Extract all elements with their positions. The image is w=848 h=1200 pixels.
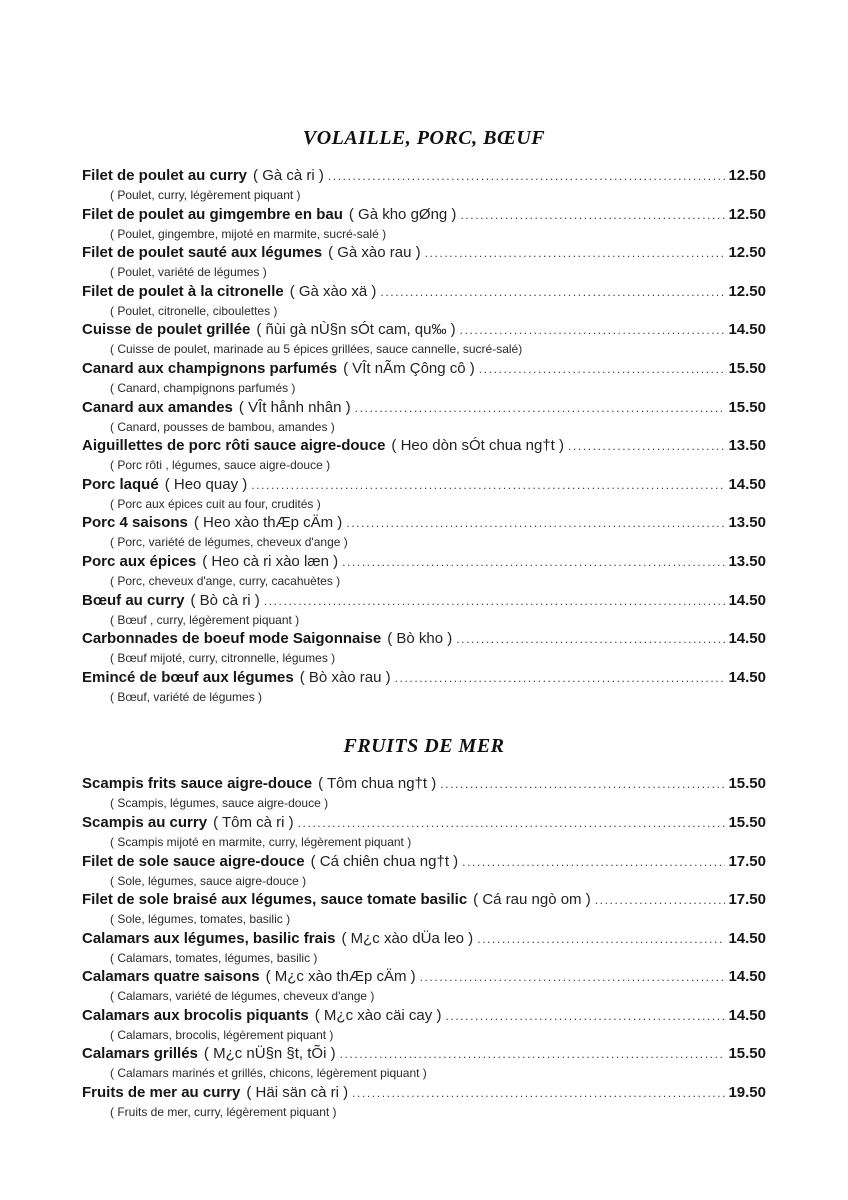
menu-item-row [82,890,766,910]
menu-item-row [82,852,766,872]
item-name-vietnamese: ( Heo quay ) [164,475,248,493]
item-name-vietnamese: ( Cá rau ngò om ) [473,891,591,909]
menu-item-row [82,513,766,533]
item-description: ( Poulet, curry, légèrement piquant ) [110,188,301,202]
menu-item [82,282,766,321]
menu-item [82,668,766,707]
item-name: Bœuf au curry [82,591,185,609]
item-name: Filet de sole sauce aigre-douce [82,852,305,870]
item-description: ( Bœuf mijoté, curry, citronnelle, légumes ) [110,651,336,666]
dot-leader [264,591,726,611]
menu-item-row [82,475,766,495]
menu-item [82,359,766,398]
dot-leader [355,398,726,418]
item-name-vietnamese: ( Gà cà ri ) [253,167,324,184]
menu-item-row [82,1006,766,1026]
item-name-vietnamese: ( Heo cà ri xào læn ) [202,552,339,570]
item-description: ( Porc rôti , légumes, sauce aigre-douce ) [110,458,331,473]
item-description: ( Calamars marinés et grillés, chicons, légèrement piquant ) [110,1066,427,1081]
item-price: 14.50 [728,1006,766,1024]
item-name: Calamars aux brocolis piquants [82,1006,309,1024]
menu-section [82,734,766,1121]
item-name: Calamars aux légumes, basilic frais [82,929,336,947]
item-price: 12.50 [728,282,766,300]
item-name-vietnamese: ( M¿c nÜ§n §t, tÕi ) [203,1045,336,1063]
dot-leader [445,1006,725,1026]
item-description: ( Sole, légumes, tomates, basilic ) [110,912,291,927]
item-price: 17.50 [728,852,766,870]
menu-section [82,126,766,706]
item-price: 15.50 [728,775,766,793]
menu-item-row [82,629,766,649]
item-description: ( Scampis, légumes, sauce aigre-douce ) [110,796,329,811]
menu-item-row [82,282,766,302]
item-price: 12.50 [728,205,766,223]
item-name: Fruits de mer au curry [82,1084,241,1102]
item-name: Scampis au curry [82,813,208,831]
item-description: ( Sole, légumes, sauce aigre-douce ) [110,873,307,888]
item-name-vietnamese: ( Bò kho ) [387,630,453,648]
item-name: Carbonnades de boeuf mode Saigonnaise [82,630,382,648]
item-name: Filet de poulet à la citronelle [82,282,284,300]
item-name: Calamars grillés [82,1045,198,1063]
item-description: ( Fruits de mer, curry, légèrement piquant ) [110,1105,337,1120]
menu-item-row [82,967,766,987]
item-price: 19.50 [728,1084,766,1102]
dot-leader [395,668,726,688]
menu-item-row [82,774,766,794]
item-name: Porc aux épices [82,552,197,570]
dot-leader [425,243,726,263]
dot-leader [380,282,725,302]
item-name: Calamars quatre saisons [82,968,260,986]
dot-leader [456,629,725,649]
item-description: ( Cuisse de poulet, marinade au 5 épices grillées, sauce cannelle, sucré-salé) [110,342,523,357]
item-name: Porc 4 saisons [82,514,188,532]
item-price: 14.50 [728,968,766,986]
item-price: 14.50 [728,475,766,493]
menu-item-row [82,668,766,688]
menu-item [82,1006,766,1045]
item-name-vietnamese: ( M¿c xào dÜa leo ) [341,929,474,947]
menu-item [82,591,766,630]
item-description: ( Scampis mijoté en marmite, curry, légèrement piquant ) [110,834,412,849]
item-name: Aiguillettes de porc rôti sauce aigre-douce [82,437,386,455]
item-description: ( Bœuf , curry, légèrement piquant ) [110,612,300,627]
dot-leader [346,513,725,533]
menu-page [82,126,766,1122]
dot-leader [440,774,725,794]
item-description: ( Poulet, citronelle, ciboulettes ) [110,303,278,318]
item-description: ( Porc, cheveux d'ange, curry, cacahuètes ) [110,573,341,588]
item-price: 14.50 [728,668,766,686]
dot-leader [328,166,726,186]
item-name: Emincé de bœuf aux légumes [82,668,294,686]
dot-leader [352,1083,725,1103]
dot-leader [460,205,725,225]
menu-item [82,243,766,282]
item-name-vietnamese: ( Häi sän cà ri ) [246,1084,349,1102]
menu-item-row [82,205,766,225]
item-name-vietnamese: ( VÎt nÃm Çông cô ) [343,359,475,377]
menu-item-row [82,166,766,186]
dot-leader [462,852,725,872]
menu-item-row [82,1083,766,1103]
menu-item-row [82,813,766,833]
item-price: 14.50 [728,321,766,339]
item-price: 12.50 [728,244,766,262]
menu-item [82,320,766,359]
section-title: FRUITS DE MER [343,735,505,758]
section-title: VOLAILLE, PORC, BŒUF [302,127,546,149]
item-name-vietnamese: ( Heo dòn sÓt chua ng†t ) [391,437,565,455]
item-price: 12.50 [728,167,766,184]
item-price: 13.50 [728,514,766,532]
item-name-vietnamese: ( Cá chiên chua ng†t ) [310,852,459,870]
menu-item [82,1044,766,1083]
item-name-vietnamese: ( ñùi gà nÙ§n sÓt cam, qu‰ ) [256,321,456,339]
menu-item [82,398,766,437]
item-price: 13.50 [728,437,766,455]
menu-item [82,205,766,244]
item-name: Porc laqué [82,475,159,493]
item-price: 15.50 [728,1045,766,1063]
item-description: ( Poulet, gingembre, mijoté en marmite, sucré-salé ) [110,226,387,241]
item-name: Filet de poulet au curry [82,167,248,184]
dot-leader [568,436,725,456]
item-name-vietnamese: ( Bò cà ri ) [190,591,260,609]
dot-leader [477,929,725,949]
item-name-vietnamese: ( Gà kho gØng ) [348,205,457,223]
dot-leader [298,813,726,833]
item-name-vietnamese: ( Heo xào thÆp cÄm ) [193,514,343,532]
menu-item-row [82,591,766,611]
menu-item [82,436,766,475]
item-price: 17.50 [728,891,766,909]
menu-item-row [82,359,766,379]
item-price: 15.50 [728,359,766,377]
menu-item [82,552,766,591]
item-name-vietnamese: ( Gà xào xä ) [289,282,377,300]
item-name: Filet de sole braisé aux légumes, sauce tomate basilic [82,891,468,909]
item-name-vietnamese: ( VÎt hånh nhân ) [238,398,351,416]
item-name: Filet de poulet sauté aux légumes [82,244,323,262]
menu-item [82,166,766,205]
menu-item-row [82,243,766,263]
item-name: Canard aux champignons parfumés [82,359,338,377]
item-description: ( Porc, variété de légumes, cheveux d'ange ) [110,535,348,550]
item-name: Filet de poulet au gimgembre en bau [82,205,343,223]
dot-leader [251,475,725,495]
menu-item-row [82,320,766,340]
item-description: ( Bœuf, variété de légumes ) [110,689,263,704]
item-price: 14.50 [728,630,766,648]
dot-leader [479,359,726,379]
item-description: ( Canard, pousses de bambou, amandes ) [110,419,335,434]
dot-leader [342,552,725,572]
item-name-vietnamese: ( M¿c xào cäi cay ) [314,1006,442,1024]
menu-item-row [82,398,766,418]
item-name-vietnamese: ( Bò xào rau ) [299,668,391,686]
item-name: Cuisse de poulet grillée [82,321,251,339]
menu-item-row [82,929,766,949]
dot-leader [595,890,726,910]
item-name-vietnamese: ( M¿c xào thÆp cÄm ) [265,968,416,986]
item-description: ( Calamars, brocolis, légèrement piquant ) [110,1027,334,1042]
item-price: 14.50 [728,591,766,609]
menu-item [82,513,766,552]
item-price: 15.50 [728,398,766,416]
item-name-vietnamese: ( Tôm cà ri ) [213,813,294,831]
item-description: ( Poulet, variété de légumes ) [110,265,267,280]
item-price: 13.50 [728,552,766,570]
menu-item-row [82,1044,766,1064]
menu-item [82,929,766,968]
item-name: Canard aux amandes [82,398,233,416]
item-description: ( Canard, champignons parfumés ) [110,380,296,395]
menu-item-row [82,436,766,456]
menu-item [82,967,766,1006]
item-description: ( Porc aux épices cuit au four, crudités ) [110,496,321,511]
dot-leader [420,967,726,987]
menu-item-row [82,552,766,572]
item-name-vietnamese: ( Gà xào rau ) [328,244,421,262]
item-description: ( Calamars, variété de légumes, cheveux d'ange ) [110,989,375,1004]
menu-item [82,813,766,852]
item-name: Scampis frits sauce aigre-douce [82,775,313,793]
item-name-vietnamese: ( Tôm chua ng†t ) [318,775,437,793]
menu-item [82,629,766,668]
dot-leader [340,1044,726,1064]
item-description: ( Calamars, tomates, légumes, basilic ) [110,950,318,965]
menu-item [82,774,766,813]
menu-item [82,475,766,514]
item-price: 14.50 [728,929,766,947]
menu-item [82,1083,766,1122]
item-price: 15.50 [728,813,766,831]
menu-item [82,890,766,929]
dot-leader [460,320,726,340]
menu-item [82,852,766,891]
